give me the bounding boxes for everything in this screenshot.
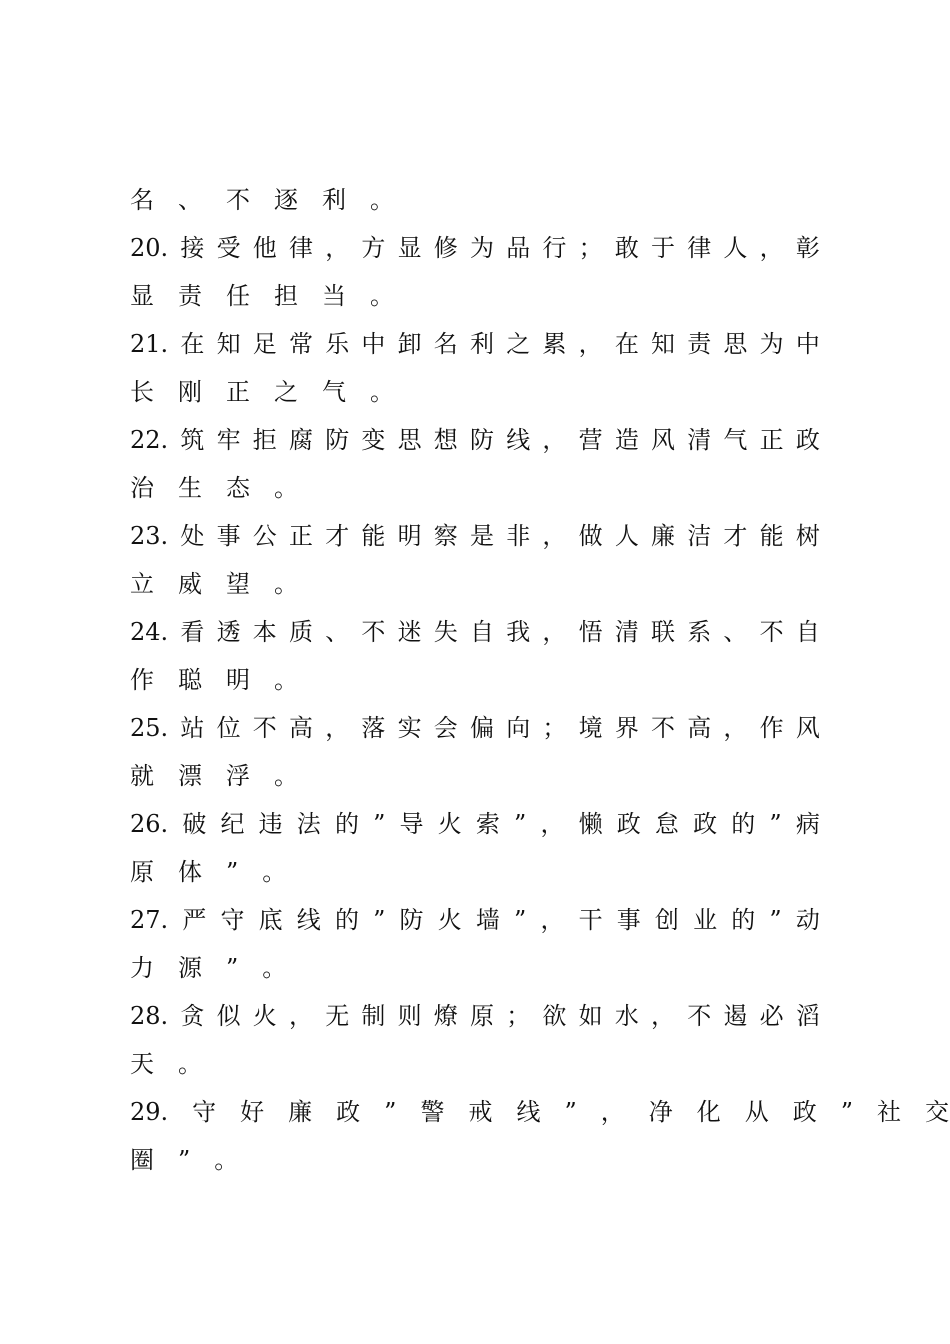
text-glyph: 正 (226, 378, 250, 406)
text-glyph: ” (178, 1146, 191, 1174)
text-glyph: 的 (334, 906, 359, 934)
text-glyph: 明 (397, 522, 422, 550)
text-glyph: 利 (470, 330, 494, 358)
text-glyph: 。 (262, 858, 287, 886)
text-glyph: ， (325, 714, 350, 742)
text-glyph: 生 (178, 474, 202, 502)
text-glyph: 水 (614, 1002, 639, 1030)
text-glyph: 任 (226, 282, 250, 310)
text-glyph: 本 (252, 618, 277, 646)
text-glyph: ； (578, 234, 603, 262)
text-glyph: 破 (182, 810, 207, 838)
text-glyph: 25. (130, 714, 169, 742)
text-glyph: ， (542, 522, 567, 550)
text-line (130, 464, 820, 512)
text-glyph: 接 (180, 234, 205, 262)
text-glyph: ” (373, 906, 386, 934)
text-glyph: 行 (542, 234, 567, 262)
text-glyph: 显 (397, 234, 422, 262)
text-glyph: 遏 (723, 1002, 748, 1030)
text-glyph: 防 (325, 426, 350, 454)
text-glyph: 威 (178, 570, 202, 598)
text-glyph: 。 (370, 378, 394, 406)
text-glyph: 乐 (325, 330, 350, 358)
text-line (130, 512, 820, 560)
text-glyph: 中 (795, 330, 820, 358)
text-glyph: 显 (130, 282, 154, 310)
text-glyph: ” (226, 954, 239, 982)
text-glyph: 则 (397, 1002, 422, 1030)
text-glyph: 变 (361, 426, 386, 454)
text-glyph: 落 (361, 714, 386, 742)
text-glyph: 源 (178, 954, 202, 982)
text-glyph: 偏 (470, 714, 494, 742)
text-glyph: 如 (578, 1002, 603, 1030)
text-glyph: 。 (178, 1050, 202, 1078)
text-glyph: 23. (130, 522, 169, 550)
text-glyph: 好 (240, 1098, 265, 1126)
text-glyph: 燎 (433, 1002, 458, 1030)
text-glyph: 正 (288, 522, 313, 550)
text-glyph: 人 (723, 234, 748, 262)
text-glyph: 名 (130, 186, 154, 214)
text-glyph: 。 (274, 762, 298, 790)
text-glyph: 人 (614, 522, 639, 550)
text-glyph: 动 (795, 906, 820, 934)
text-line (130, 320, 820, 368)
text-glyph: 26. (130, 810, 169, 838)
text-glyph: 净 (648, 1098, 673, 1126)
text-glyph: 担 (274, 282, 298, 310)
text-glyph: 原 (130, 858, 154, 886)
text-glyph: 24. (130, 618, 169, 646)
text-glyph: 火 (437, 810, 462, 838)
text-line (130, 992, 820, 1040)
document-body (130, 176, 950, 1184)
text-glyph: 位 (216, 714, 241, 742)
text-glyph: 在 (614, 330, 639, 358)
text-glyph: 实 (397, 714, 422, 742)
text-glyph: 足 (252, 330, 277, 358)
text-glyph: ” (514, 906, 527, 934)
text-glyph: 守 (220, 906, 245, 934)
text-glyph: 筑 (180, 426, 205, 454)
text-glyph: 才 (723, 522, 748, 550)
text-glyph: 廉 (651, 522, 676, 550)
text-glyph: ， (600, 1098, 625, 1126)
text-glyph: ， (540, 906, 565, 934)
text-glyph: 正 (759, 426, 784, 454)
text-glyph: 警 (420, 1098, 445, 1126)
text-glyph: 受 (216, 234, 241, 262)
text-glyph: 、 (325, 618, 350, 646)
text-glyph: 。 (274, 474, 298, 502)
text-line (130, 1088, 950, 1136)
text-glyph: 索 (475, 810, 500, 838)
text-glyph: 方 (361, 234, 386, 262)
text-glyph: 累 (542, 330, 567, 358)
text-glyph: 律 (288, 234, 313, 262)
text-line (130, 656, 820, 704)
text-line (130, 848, 820, 896)
text-glyph: 界 (614, 714, 639, 742)
text-line (130, 752, 820, 800)
text-glyph: 线 (296, 906, 321, 934)
text-glyph: 思 (397, 426, 422, 454)
text-glyph: ， (288, 1002, 313, 1030)
text-glyph: 。 (214, 1146, 239, 1174)
text-glyph: 透 (216, 618, 241, 646)
text-glyph: 圈 (130, 1146, 154, 1174)
text-glyph: 似 (216, 1002, 241, 1030)
text-glyph: 。 (262, 954, 287, 982)
text-glyph: 敢 (614, 234, 639, 262)
text-glyph: 才 (325, 522, 350, 550)
text-glyph: 风 (651, 426, 676, 454)
text-glyph: 线 (516, 1098, 541, 1126)
text-glyph: 创 (654, 906, 679, 934)
text-glyph: ， (540, 810, 565, 838)
text-glyph: 自 (470, 618, 494, 646)
text-glyph: 政 (336, 1098, 361, 1126)
text-glyph: ， (651, 1002, 676, 1030)
text-glyph: 树 (795, 522, 820, 550)
text-glyph: 怠 (654, 810, 679, 838)
text-glyph: 态 (226, 474, 250, 502)
text-glyph: 的 (334, 810, 359, 838)
text-glyph: 我 (506, 618, 531, 646)
text-glyph: 非 (506, 522, 531, 550)
text-glyph: 原 (470, 1002, 494, 1030)
text-glyph: 的 (731, 906, 756, 934)
text-glyph: 27. (130, 906, 169, 934)
text-glyph: 不 (651, 714, 676, 742)
text-glyph: 清 (614, 618, 639, 646)
text-line (130, 1040, 820, 1088)
text-glyph: 不 (759, 618, 784, 646)
text-glyph: 洁 (687, 522, 712, 550)
text-glyph: 是 (470, 522, 494, 550)
text-glyph: ” (769, 906, 782, 934)
text-glyph: 营 (578, 426, 603, 454)
text-glyph: 的 (731, 810, 756, 838)
text-glyph: 业 (693, 906, 718, 934)
text-glyph: 事 (616, 906, 641, 934)
text-glyph: 。 (274, 570, 298, 598)
text-line (130, 368, 820, 416)
text-glyph: 社 (877, 1098, 902, 1126)
text-glyph: 彰 (795, 234, 820, 262)
text-line (130, 896, 820, 944)
text-glyph: 不 (361, 618, 386, 646)
text-glyph: 刚 (178, 378, 202, 406)
text-glyph: 纪 (220, 810, 245, 838)
text-glyph: 21. (130, 330, 169, 358)
text-glyph: 不 (226, 186, 250, 214)
text-glyph: 质 (288, 618, 313, 646)
text-glyph: 火 (437, 906, 462, 934)
text-glyph: 能 (759, 522, 784, 550)
text-glyph: ， (542, 618, 567, 646)
text-glyph: 就 (130, 762, 154, 790)
text-glyph: ， (542, 426, 567, 454)
text-glyph: 联 (651, 618, 676, 646)
text-glyph: 失 (433, 618, 458, 646)
text-glyph: 站 (180, 714, 205, 742)
text-glyph: 风 (795, 714, 820, 742)
text-glyph: 懒 (578, 810, 603, 838)
text-glyph: 常 (288, 330, 313, 358)
text-glyph: 气 (723, 426, 748, 454)
text-line (130, 800, 820, 848)
text-glyph: 向 (506, 714, 531, 742)
text-glyph: 底 (258, 906, 283, 934)
text-glyph: 望 (226, 570, 250, 598)
text-glyph: 看 (180, 618, 205, 646)
text-glyph: 政 (693, 810, 718, 838)
text-glyph: 守 (192, 1098, 217, 1126)
text-glyph: ， (723, 714, 748, 742)
text-glyph: 化 (696, 1098, 721, 1126)
text-glyph: 事 (216, 522, 241, 550)
text-glyph: 22. (130, 426, 169, 454)
text-glyph: ， (578, 330, 603, 358)
text-line (130, 416, 820, 464)
text-glyph: 高 (687, 714, 712, 742)
text-glyph: 28. (130, 1002, 169, 1030)
text-glyph: 滔 (795, 1002, 820, 1030)
text-glyph: 政 (792, 1098, 817, 1126)
text-glyph: 作 (759, 714, 784, 742)
text-glyph: ” (373, 810, 386, 838)
text-glyph: 欲 (542, 1002, 567, 1030)
text-glyph: 体 (178, 858, 202, 886)
text-glyph: 造 (614, 426, 639, 454)
text-glyph: 悟 (578, 618, 603, 646)
text-glyph: 思 (723, 330, 748, 358)
text-glyph: 利 (322, 186, 346, 214)
text-glyph: 逐 (274, 186, 298, 214)
text-glyph: ” (769, 810, 782, 838)
text-glyph: 腐 (288, 426, 313, 454)
text-glyph: ” (226, 858, 239, 886)
text-glyph: 牢 (216, 426, 241, 454)
text-glyph: 不 (252, 714, 277, 742)
text-glyph: 系 (687, 618, 712, 646)
text-glyph: 名 (433, 330, 458, 358)
text-glyph: 防 (399, 906, 424, 934)
text-glyph: 做 (578, 522, 603, 550)
text-line (130, 272, 820, 320)
text-glyph: 浮 (226, 762, 250, 790)
text-glyph: 严 (182, 906, 207, 934)
text-glyph: 线 (506, 426, 531, 454)
text-glyph: 明 (226, 666, 250, 694)
text-glyph: 政 (616, 810, 641, 838)
text-glyph: 。 (370, 282, 394, 310)
text-glyph: 中 (361, 330, 386, 358)
text-glyph: 天 (130, 1050, 154, 1078)
text-glyph: ， (325, 234, 350, 262)
text-line (130, 704, 820, 752)
text-glyph: 政 (795, 426, 820, 454)
text-glyph: 20. (130, 234, 169, 262)
text-glyph: 干 (578, 906, 603, 934)
text-glyph: 想 (433, 426, 458, 454)
text-line (130, 944, 820, 992)
text-glyph: 品 (506, 234, 531, 262)
text-glyph: 责 (178, 282, 202, 310)
text-glyph: 交 (925, 1098, 950, 1126)
text-glyph: 他 (252, 234, 277, 262)
text-glyph: ， (759, 234, 784, 262)
text-glyph: 墙 (475, 906, 500, 934)
text-glyph: 治 (130, 474, 154, 502)
text-glyph: 清 (687, 426, 712, 454)
text-glyph: 29. (130, 1098, 169, 1126)
text-glyph: 当 (322, 282, 346, 310)
text-glyph: 境 (578, 714, 603, 742)
text-glyph: 廉 (288, 1098, 313, 1126)
text-glyph: 戒 (468, 1098, 493, 1126)
text-glyph: 之 (506, 330, 531, 358)
text-glyph: 会 (433, 714, 458, 742)
text-glyph: 贪 (180, 1002, 205, 1030)
text-glyph: 处 (180, 522, 205, 550)
text-line (130, 608, 820, 656)
text-line (130, 1136, 820, 1184)
text-glyph: 立 (130, 570, 154, 598)
text-glyph: 知 (216, 330, 241, 358)
text-glyph: 在 (180, 330, 205, 358)
text-glyph: 公 (252, 522, 277, 550)
text-glyph: 迷 (397, 618, 422, 646)
text-glyph: 火 (252, 1002, 277, 1030)
text-glyph: ” (384, 1098, 397, 1126)
text-glyph: 作 (130, 666, 154, 694)
text-glyph: 、 (723, 618, 748, 646)
text-glyph: 知 (651, 330, 676, 358)
text-glyph: 导 (399, 810, 424, 838)
text-glyph: ； (542, 714, 567, 742)
text-glyph: 为 (759, 330, 784, 358)
text-glyph: 必 (759, 1002, 784, 1030)
text-glyph: 制 (361, 1002, 386, 1030)
text-line (130, 560, 820, 608)
text-glyph: 不 (687, 1002, 712, 1030)
text-glyph: 病 (795, 810, 820, 838)
text-glyph: 长 (130, 378, 154, 406)
text-glyph: 从 (744, 1098, 769, 1126)
text-glyph: 拒 (252, 426, 277, 454)
text-glyph: 法 (296, 810, 321, 838)
text-glyph: 能 (361, 522, 386, 550)
text-glyph: 聪 (178, 666, 202, 694)
text-glyph: 高 (288, 714, 313, 742)
text-glyph: 于 (651, 234, 676, 262)
text-glyph: 防 (470, 426, 494, 454)
text-glyph: 漂 (178, 762, 202, 790)
text-glyph: ” (564, 1098, 577, 1126)
text-glyph: 。 (370, 186, 394, 214)
text-glyph: 自 (795, 618, 820, 646)
text-line (130, 176, 820, 224)
text-glyph: 气 (322, 378, 346, 406)
text-glyph: 。 (274, 666, 298, 694)
text-glyph: 、 (178, 186, 202, 214)
text-glyph: 律 (687, 234, 712, 262)
text-glyph: 卸 (397, 330, 422, 358)
text-glyph: ” (514, 810, 527, 838)
text-glyph: 为 (470, 234, 494, 262)
text-glyph: 责 (687, 330, 712, 358)
text-glyph: ； (506, 1002, 531, 1030)
text-glyph: 违 (258, 810, 283, 838)
text-glyph: ” (840, 1098, 854, 1126)
text-glyph: 察 (433, 522, 458, 550)
text-line (130, 224, 820, 272)
text-glyph: 之 (274, 378, 298, 406)
text-glyph: 无 (325, 1002, 350, 1030)
text-glyph: 力 (130, 954, 154, 982)
text-glyph: 修 (433, 234, 458, 262)
